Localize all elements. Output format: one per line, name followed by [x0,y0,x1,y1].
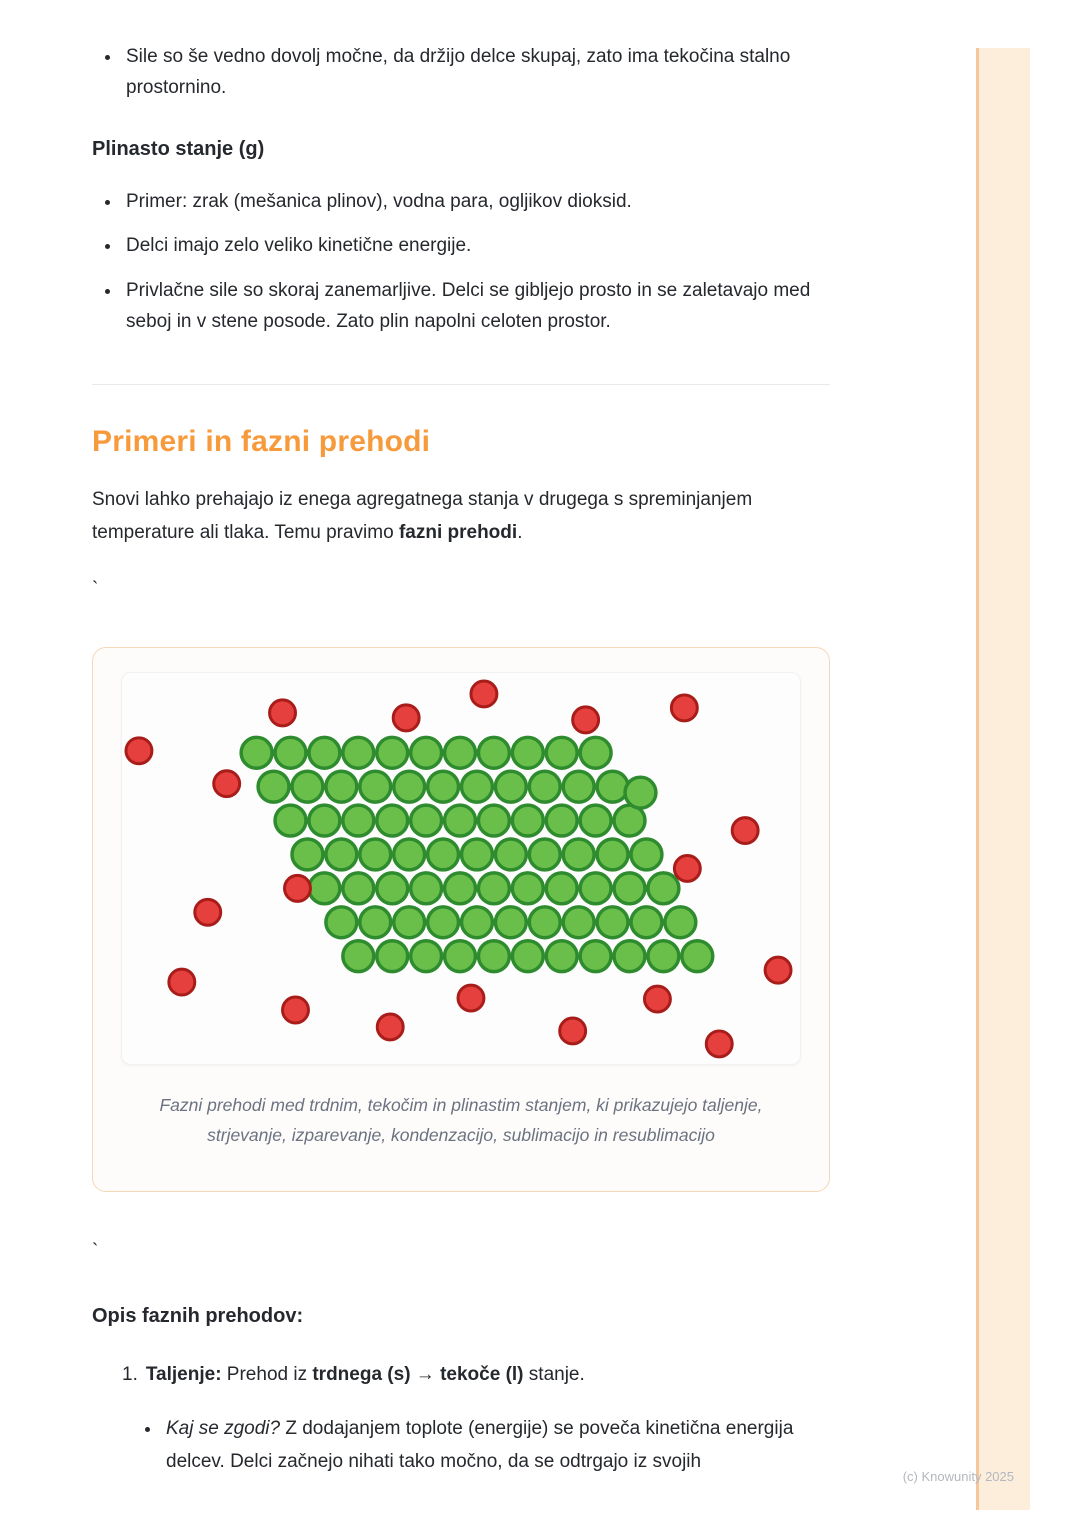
phase-diagram-svg [122,673,800,1064]
phase-transitions-heading: Primeri in fazni prehodi [92,424,431,458]
phase-intro-paragraph [92,483,830,551]
melting-text-1: Prehod iz [221,1363,313,1385]
bullet-liquid-volume: • Sile so še vedno dovolj močne, da držijo delce skupaj, zato ima tekočina stalno prostornino. [122,42,830,104]
melting-states-bold: trdnega (s) → tekoče (l) [312,1363,524,1385]
transition-item-melting [122,1360,830,1479]
melting-explanation-text: Z dodajanjem toplote (energije) se poveča kinetična energija delcev. Delci začnejo nihati tako močno, da se odtrgajo iz svojih [166,1417,794,1473]
melting-sub-bullets [122,1412,830,1479]
footer-credit: (c) Knowunity 2025 [902,1469,1014,1484]
stray-backtick-2: ` [92,1240,99,1262]
item-number: 1. [122,1363,138,1385]
stray-backtick-1: ` [92,579,99,601]
bullet-gas-forces: • Privlačne sile so skoraj zanemarljive. Delci se gibljejo prosto in se zaletavajo med seboj in v stene posode. Zato plin napolni celoten prostor. [122,276,830,338]
gas-state-bullets [92,187,830,338]
figure-caption: Fazni prehodi med trdnim, tekočim in plinastim stanjem, ki prikazujejo taljenje, strjevanje, izparevanje, kondenzacijo, sublimacijo in resublimacijo [159,1095,763,1145]
melting-question-italic: Kaj se zgodi? [166,1417,281,1439]
gas-state-heading: Plinasto stanje (g) [92,137,265,160]
phase-intro-bold-term: fazni prehodi [398,522,518,544]
bullet-gas-kinetic-energy: • Delci imajo zelo veliko kinetične energije. [122,231,830,262]
melting-explanation [162,1412,830,1479]
liquid-state-bullets [92,42,830,104]
transitions-description-heading: Opis faznih prehodov: [92,1304,304,1327]
document-content [92,42,830,1478]
transitions-list [92,1360,830,1479]
phase-intro-text: Snovi lahko prehajajo iz enega agregatnega stanja v drugega s spreminjanjem temperature ali tlaka. Temu pravimo [92,488,753,544]
melting-text-2: stanje. [523,1363,585,1385]
phase-diagram-image [121,672,801,1065]
phase-intro-period: . [517,522,523,544]
section-divider [92,384,830,385]
melting-term: Taljenje: [145,1363,222,1385]
bullet-gas-examples: • Primer: zrak (mešanica plinov), vodna para, ogljikov dioksid. [122,187,830,218]
page-margin-strip [976,48,1030,1510]
phase-diagram-figure [92,647,830,1191]
